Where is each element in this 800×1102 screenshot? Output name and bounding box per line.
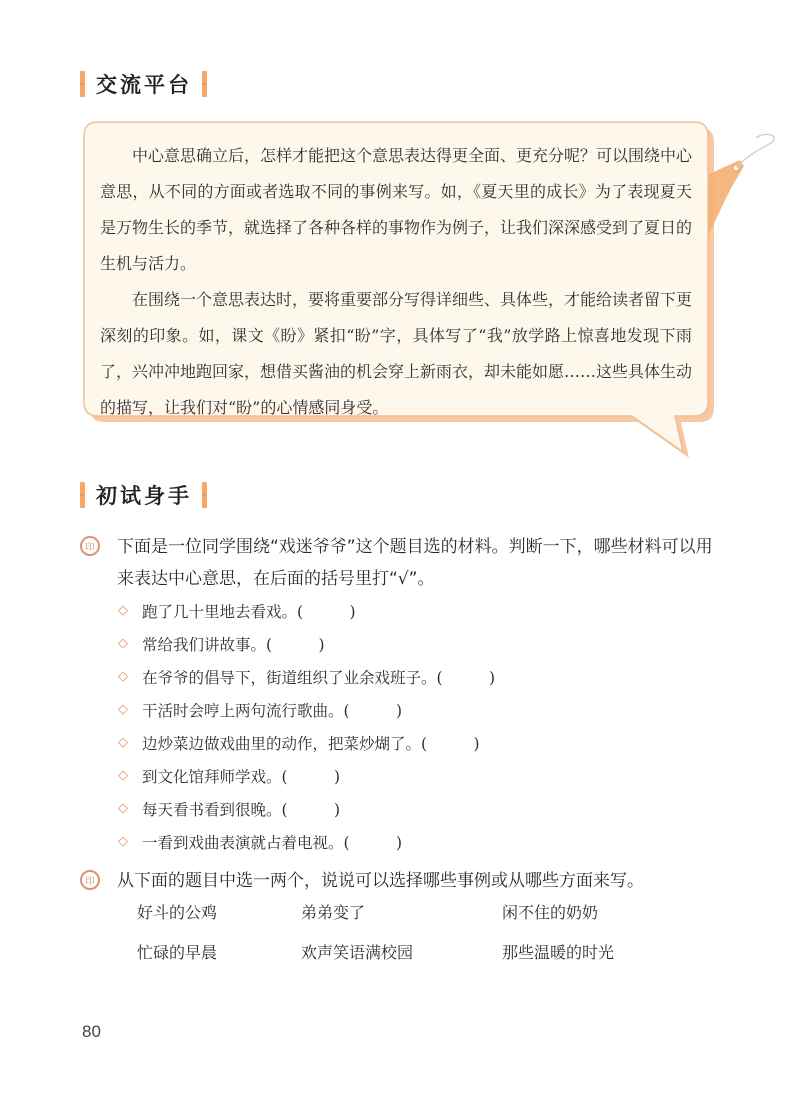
page-number: 80 [82, 1022, 101, 1041]
diamond-icon: ◇ [118, 636, 128, 651]
task-1-instructions: 下面是一位同学围绕“戏迷爷爷”这个题目选的材料。判断一下，哪些材料可以用来表达中心意思，在后面的括号里打“√”。 [117, 537, 713, 589]
list-item [118, 726, 495, 759]
list-item-text: 边炒菜边做戏曲里的动作，把菜炒煳了。( ) [142, 734, 480, 753]
bubble-paragraph-1: 中心意思确立后，怎样才能把这个意思表达得更全面、更充分呢？可以围绕中心意思，从不同的方面或者选取不同的事例来写。如，《夏天里的成长》为了表现夏天是万物生长的季节，就选择了各种各样的事物作为例子，让我们深深感受到了夏日的生机与活力。 [100, 146, 693, 273]
task-2-instructions: 从下面的题目中选一两个，说说可以选择哪些事例或从哪些方面来写。 [117, 871, 644, 891]
list-item [118, 825, 495, 858]
list-item [118, 594, 495, 627]
section-heading-exchange [80, 67, 207, 101]
topic-item: 闲不住的奶奶 [502, 903, 599, 922]
diamond-icon: ◇ [118, 834, 128, 849]
diamond-icon: ◇ [118, 735, 128, 750]
seal-stamp-icon: 印 [80, 870, 100, 890]
topic-item: 弟弟变了 [301, 903, 366, 922]
diamond-icon: ◇ [118, 603, 128, 618]
list-item-text: 每天看书看到很晚。( ) [142, 800, 341, 819]
bubble-content [100, 138, 692, 426]
seal-stamp-icon: 印 [80, 536, 100, 556]
list-item [118, 792, 495, 825]
list-item [118, 660, 495, 693]
heading-bar-right [202, 71, 207, 97]
list-item [118, 759, 495, 792]
section-title: 初试身手 [96, 484, 192, 508]
diamond-icon: ◇ [118, 801, 128, 816]
section-heading-try [80, 478, 207, 512]
heading-bar-right [202, 482, 207, 508]
list-item-text: 一看到戏曲表演就占着电视。( ) [142, 833, 403, 852]
list-item-text: 在爷爷的倡导下，街道组织了业余戏班子。( ) [142, 668, 496, 687]
material-list [118, 594, 495, 858]
topic-item: 好斗的公鸡 [137, 903, 218, 922]
topic-item: 忙碌的早晨 [137, 943, 218, 962]
section-title: 交流平台 [96, 73, 192, 97]
heading-bar-left [80, 71, 85, 97]
bookmark-tag-icon [708, 134, 774, 236]
diamond-icon: ◇ [118, 768, 128, 783]
list-item [118, 693, 495, 726]
diamond-icon: ◇ [118, 669, 128, 684]
heading-bar-left [80, 482, 85, 508]
task-1 [80, 531, 720, 595]
list-item-text: 常给我们讲故事。( ) [142, 635, 325, 654]
list-item-text: 跑了几十里地去看戏。( ) [142, 602, 356, 621]
topic-item: 那些温暖的时光 [502, 943, 615, 962]
bubble-paragraph-2: 在围绕一个意思表达时，要将重要部分写得详细些、具体些，才能给读者留下更深刻的印象。如，课文《盼》紧扣“盼”字，具体写了“我”放学路上惊喜地发现下雨了，兴冲冲地跑回家，想借买酱油的机会穿上新雨衣，却未能如愿……这些具体生动的描写，让我们对“盼”的心情感同身受。 [100, 290, 693, 417]
topic-grid [137, 900, 702, 963]
list-item-text: 干活时会哼上两句流行歌曲。( ) [142, 701, 403, 720]
diamond-icon: ◇ [118, 702, 128, 717]
list-item [118, 627, 495, 660]
topic-item: 欢声笑语满校园 [301, 943, 414, 962]
list-item-text: 到文化馆拜师学戏。( ) [142, 767, 341, 786]
task-2 [80, 865, 720, 897]
